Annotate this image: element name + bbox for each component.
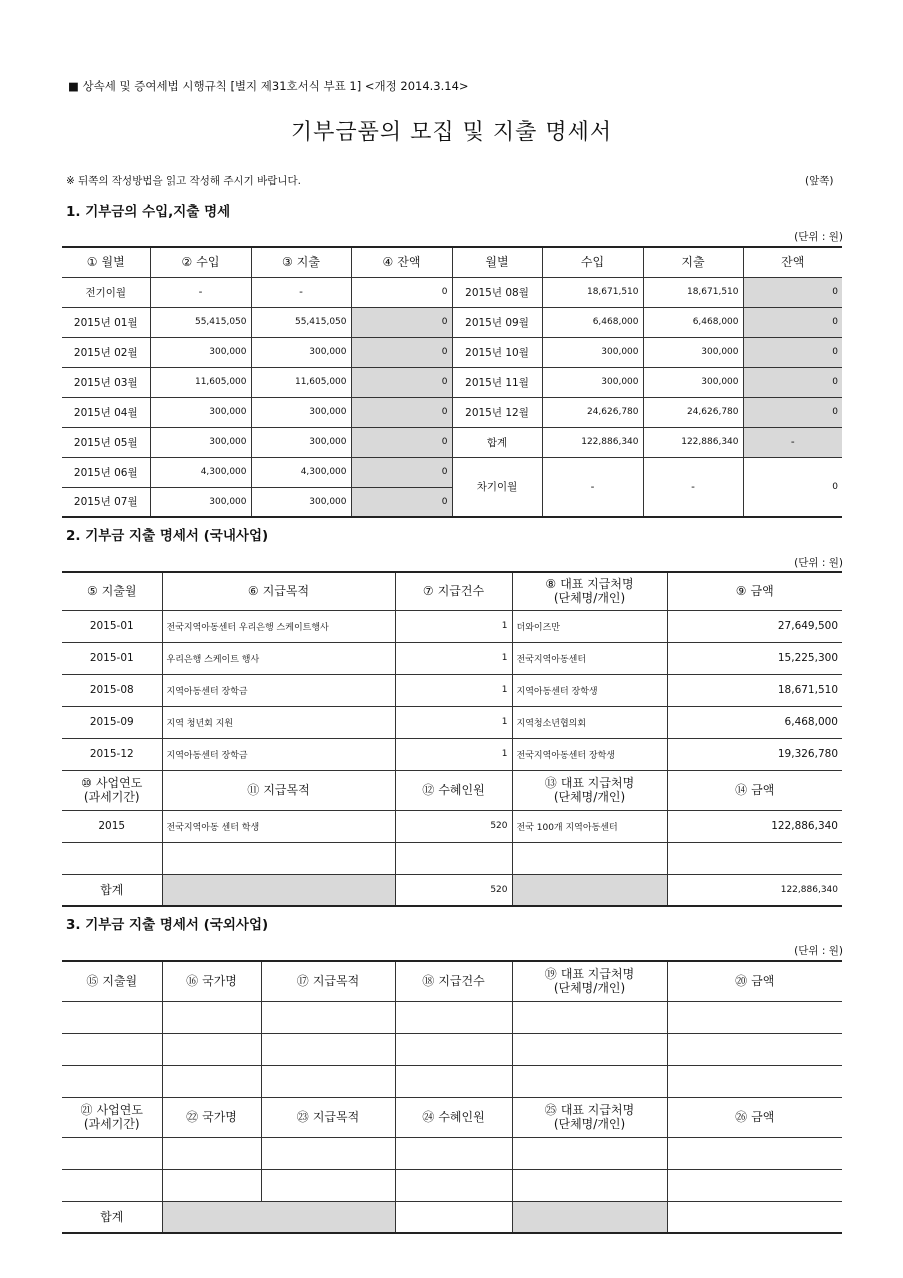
empty-cell xyxy=(162,874,395,906)
table-cell: 27,649,500 xyxy=(667,610,842,642)
table-row xyxy=(62,1169,842,1201)
item-number-icon: ㉖ xyxy=(735,1110,748,1124)
table-cell: 지역 청년회 지원 xyxy=(162,706,395,738)
empty-cell xyxy=(395,1065,512,1097)
table-row xyxy=(62,706,842,738)
column-header xyxy=(667,770,842,810)
column-header-label: 금액 xyxy=(751,1110,775,1124)
table-cell: 전국지역아동 센터 학생 xyxy=(162,810,395,842)
column-header xyxy=(162,1097,261,1137)
table-cell: 2015년 09월 xyxy=(452,307,542,337)
carry-over-cell: 0 xyxy=(743,457,842,517)
item-number-icon: ㉑ xyxy=(80,1103,93,1117)
column-header xyxy=(395,961,512,1001)
column-header-label: 지출 xyxy=(681,255,705,270)
empty-cell xyxy=(62,1169,162,1201)
column-header-label: 국가명 xyxy=(202,974,237,989)
table-cell: 300,000 xyxy=(643,337,743,367)
column-header xyxy=(62,770,162,810)
table-cell: 300,000 xyxy=(150,397,251,427)
empty-cell xyxy=(667,1065,842,1097)
column-header xyxy=(162,961,261,1001)
column-header xyxy=(667,1097,842,1137)
page-side-label: (앞쪽) xyxy=(805,175,834,187)
item-number-icon: ① xyxy=(86,255,98,270)
empty-cell xyxy=(512,1001,667,1033)
item-number-icon: ④ xyxy=(382,255,394,270)
table-cell: 2015년 11월 xyxy=(452,367,542,397)
income-expense-table xyxy=(62,246,842,518)
column-header xyxy=(351,247,452,277)
empty-cell xyxy=(261,1033,395,1065)
table-cell: 0 xyxy=(351,397,452,427)
table-cell: 전국지역아동센터 우리은행 스케이트행사 xyxy=(162,610,395,642)
table-cell: 1 xyxy=(395,674,512,706)
table-cell: 122,886,340 xyxy=(643,427,743,457)
carry-over-cell: - xyxy=(542,457,643,517)
table-cell: 2015년 06월 xyxy=(62,457,150,487)
item-number-icon: ② xyxy=(181,255,193,270)
table-cell: 2015-01 xyxy=(62,610,162,642)
column-header xyxy=(162,770,395,810)
empty-cell xyxy=(667,1201,842,1233)
column-header-sublabel: (단체명/개인) xyxy=(553,591,626,606)
column-header-label: 지급목적 xyxy=(262,584,310,599)
table-cell: 0 xyxy=(743,337,842,367)
table-cell: - xyxy=(743,427,842,457)
empty-cell xyxy=(261,1001,395,1033)
empty-cell xyxy=(512,874,667,906)
instruction-note: ※ 뒤쪽의 작성방법을 읽고 작성해 주시기 바랍니다. xyxy=(66,175,302,187)
table-cell: 2015-08 xyxy=(62,674,162,706)
item-number-icon: ⑤ xyxy=(86,584,98,599)
table-cell: 2015 xyxy=(62,810,162,842)
column-header xyxy=(62,961,162,1001)
empty-cell xyxy=(162,1201,395,1233)
section2-title: 2. 기부금 지출 명세서 (국내사업) xyxy=(66,528,269,544)
table-cell: 지역아동센터 장학생 xyxy=(512,674,667,706)
column-header xyxy=(512,1097,667,1137)
table-cell: 300,000 xyxy=(251,487,351,517)
table-cell: 24,626,780 xyxy=(542,397,643,427)
item-number-icon: ⑳ xyxy=(735,974,748,989)
table-cell: 24,626,780 xyxy=(643,397,743,427)
column-header xyxy=(667,961,842,1001)
table-cell: 2015년 10월 xyxy=(452,337,542,367)
item-number-icon: ⑨ xyxy=(735,584,747,599)
table-cell: 6,468,000 xyxy=(643,307,743,337)
column-header xyxy=(542,247,643,277)
table-cell: 300,000 xyxy=(542,337,643,367)
empty-cell xyxy=(667,1137,842,1169)
table-cell: 18,671,510 xyxy=(542,277,643,307)
column-header-label: 지급건수 xyxy=(438,974,485,989)
empty-cell xyxy=(162,1065,261,1097)
table-cell: 2015년 04월 xyxy=(62,397,150,427)
table-cell: 6,468,000 xyxy=(667,706,842,738)
table-cell: 55,415,050 xyxy=(251,307,351,337)
table-header-row xyxy=(62,961,842,1001)
table-row xyxy=(62,1001,842,1033)
item-number-icon: ⑭ xyxy=(735,783,748,797)
table-cell: 300,000 xyxy=(150,487,251,517)
form-reference-note: ■ 상속세 및 증여세법 시행규칙 [별지 제31호서식 부표 1] <개정 2014.3.14> xyxy=(68,79,469,93)
table-header-row xyxy=(62,770,842,810)
empty-cell xyxy=(395,1169,512,1201)
section1-title: 1. 기부금의 수입,지출 명세 xyxy=(66,204,231,220)
empty-cell xyxy=(395,1201,512,1233)
table-cell: 2015년 02월 xyxy=(62,337,150,367)
item-number-icon: ⑲ xyxy=(544,967,557,982)
column-header-label: 지급건수 xyxy=(437,584,485,599)
table-cell xyxy=(667,842,842,874)
table-cell: 11,605,000 xyxy=(150,367,251,397)
table-cell: 18,671,510 xyxy=(667,674,842,706)
table-cell: 2015년 03월 xyxy=(62,367,150,397)
table-row xyxy=(62,1137,842,1169)
item-number-icon: ⑪ xyxy=(247,783,260,797)
table-row xyxy=(62,610,842,642)
item-number-icon: ⑧ xyxy=(545,577,557,592)
section3-unit: (단위 : 원) xyxy=(794,945,843,957)
table-cell: - xyxy=(150,277,251,307)
table-cell: 15,225,300 xyxy=(667,642,842,674)
item-number-icon: ㉕ xyxy=(544,1103,557,1117)
empty-cell xyxy=(62,1137,162,1169)
column-header-label: 금액 xyxy=(751,974,775,989)
column-header xyxy=(261,961,395,1001)
total-amount: 122,886,340 xyxy=(667,874,842,906)
column-header-sublabel: (과세기간) xyxy=(83,1117,140,1131)
table-row xyxy=(62,810,842,842)
empty-cell xyxy=(395,1137,512,1169)
item-number-icon: ⑰ xyxy=(296,974,309,989)
column-header-label: 수입 xyxy=(196,255,220,270)
table-cell: 300,000 xyxy=(150,427,251,457)
column-header-sublabel: (단체명/개인) xyxy=(553,790,626,804)
table-cell: 122,886,340 xyxy=(542,427,643,457)
empty-cell xyxy=(261,1137,395,1169)
total-row xyxy=(62,874,842,906)
table-row xyxy=(62,738,842,770)
item-number-icon: ③ xyxy=(282,255,293,270)
table-row xyxy=(62,642,842,674)
table-row xyxy=(62,674,842,706)
column-header xyxy=(667,572,842,610)
column-header xyxy=(512,572,667,610)
column-header-sublabel: (단체명/개인) xyxy=(553,1117,626,1131)
table-cell: 2015-12 xyxy=(62,738,162,770)
table-cell: 2015년 07월 xyxy=(62,487,150,517)
overseas-expense-table xyxy=(62,960,842,1234)
domestic-expense-table xyxy=(62,571,842,907)
table-cell: - xyxy=(251,277,351,307)
column-header-label: 대표 지급처명 xyxy=(560,967,635,982)
column-header-label: 지급목적 xyxy=(312,974,360,989)
page-title: 기부금품의 모집 및 지출 명세서 xyxy=(290,120,613,145)
table-cell xyxy=(62,842,162,874)
table-cell: 지역아동센터 장학금 xyxy=(162,674,395,706)
table-cell: 2015년 12월 xyxy=(452,397,542,427)
column-header-label: 잔액 xyxy=(781,255,805,270)
table-cell: 더와이즈만 xyxy=(512,610,667,642)
empty-cell xyxy=(512,1065,667,1097)
empty-cell xyxy=(395,1033,512,1065)
empty-cell xyxy=(512,1137,667,1169)
column-header xyxy=(162,572,395,610)
table-cell: 300,000 xyxy=(542,367,643,397)
column-header-label: 금액 xyxy=(751,783,775,797)
empty-cell xyxy=(162,1169,261,1201)
column-header-label: 지급목적 xyxy=(263,783,310,797)
table-row xyxy=(62,367,842,397)
column-header xyxy=(62,247,150,277)
column-header xyxy=(261,1097,395,1137)
table-cell xyxy=(512,842,667,874)
table-cell: 0 xyxy=(743,307,842,337)
column-header-sublabel: (단체명/개인) xyxy=(553,981,626,996)
table-cell: 300,000 xyxy=(150,337,251,367)
column-header-label: 금액 xyxy=(750,584,774,599)
empty-cell xyxy=(261,1065,395,1097)
column-header xyxy=(512,961,667,1001)
table-row xyxy=(62,277,842,307)
column-header xyxy=(150,247,251,277)
table-row xyxy=(62,397,842,427)
table-cell: 1 xyxy=(395,642,512,674)
table-cell: 1 xyxy=(395,610,512,642)
table-cell: 0 xyxy=(351,277,452,307)
column-header xyxy=(62,572,162,610)
table-cell: 1 xyxy=(395,738,512,770)
empty-cell xyxy=(162,1001,261,1033)
item-number-icon: ㉔ xyxy=(422,1110,435,1124)
item-number-icon: ㉒ xyxy=(186,1110,199,1124)
total-label: 합계 xyxy=(62,874,162,906)
empty-cell xyxy=(62,1033,162,1065)
table-cell: 300,000 xyxy=(251,397,351,427)
table-cell: 300,000 xyxy=(643,367,743,397)
table-cell: 0 xyxy=(351,337,452,367)
table-cell xyxy=(162,842,395,874)
column-header-label: 수혜인원 xyxy=(438,1110,485,1124)
item-number-icon: ㉓ xyxy=(296,1110,309,1124)
empty-cell xyxy=(512,1169,667,1201)
empty-cell xyxy=(512,1033,667,1065)
item-number-icon: ⑥ xyxy=(247,584,259,599)
table-cell: 0 xyxy=(743,397,842,427)
table-cell: 2015년 05월 xyxy=(62,427,150,457)
table-row xyxy=(62,337,842,367)
table-cell: 0 xyxy=(743,277,842,307)
table-cell: 지역아동센터 장학금 xyxy=(162,738,395,770)
column-header xyxy=(251,247,351,277)
column-header-label: 수입 xyxy=(580,255,605,270)
column-header-label: 국가명 xyxy=(202,1110,237,1124)
section2-unit: (단위 : 원) xyxy=(794,557,843,569)
table-cell: 전국지역아동센터 xyxy=(512,642,667,674)
table-row xyxy=(62,1065,842,1097)
section1-unit: (단위 : 원) xyxy=(794,231,843,243)
table-cell: 2015-01 xyxy=(62,642,162,674)
column-header-label: 사업연도 xyxy=(96,1103,143,1117)
column-header-label: 지급목적 xyxy=(312,1110,360,1124)
table-cell: 2015년 08월 xyxy=(452,277,542,307)
table-cell: 300,000 xyxy=(251,427,351,457)
column-header-label: 지출월 xyxy=(102,974,138,989)
table-cell: 6,468,000 xyxy=(542,307,643,337)
table-cell: 4,300,000 xyxy=(150,457,251,487)
item-number-icon: ⑯ xyxy=(186,974,199,989)
item-number-icon: ⑦ xyxy=(422,584,434,599)
empty-cell xyxy=(261,1169,395,1201)
empty-cell xyxy=(62,1065,162,1097)
column-header xyxy=(452,247,542,277)
empty-cell xyxy=(162,1033,261,1065)
column-header xyxy=(62,1097,162,1137)
table-cell: 0 xyxy=(351,427,452,457)
table-cell: 55,415,050 xyxy=(150,307,251,337)
column-header xyxy=(743,247,842,277)
empty-cell xyxy=(162,1137,261,1169)
column-header-label: 지출월 xyxy=(101,584,137,599)
table-cell xyxy=(395,842,512,874)
column-header xyxy=(395,770,512,810)
table-cell: 2015-09 xyxy=(62,706,162,738)
table-cell: 전국 100개 지역아동센터 xyxy=(512,810,667,842)
table-header-row xyxy=(62,572,842,610)
column-header xyxy=(395,572,512,610)
table-cell: 0 xyxy=(743,367,842,397)
item-number-icon: ⑫ xyxy=(422,783,435,797)
section3-title: 3. 기부금 지출 명세서 (국외사업) xyxy=(66,917,269,933)
table-cell: 전기이월 xyxy=(62,277,150,307)
carry-over-cell: 차기이월 xyxy=(452,457,542,517)
item-number-icon: ⑩ xyxy=(81,776,92,790)
table-cell: 전국지역아동센터 장학생 xyxy=(512,738,667,770)
carry-over-cell: - xyxy=(643,457,743,517)
column-header-label: 사업연도 xyxy=(95,776,143,790)
total-row xyxy=(62,1201,842,1233)
column-header-label: 지출 xyxy=(296,255,320,270)
column-header-sublabel: (과세기간) xyxy=(83,790,140,804)
item-number-icon: ⑱ xyxy=(422,974,435,989)
table-cell: 11,605,000 xyxy=(251,367,351,397)
table-cell: 0 xyxy=(351,487,452,517)
table-cell: 122,886,340 xyxy=(667,810,842,842)
column-header-label: 대표 지급처명 xyxy=(560,776,635,790)
column-header-label: 월별 xyxy=(485,255,509,270)
table-row xyxy=(62,842,842,874)
table-header-row xyxy=(62,1097,842,1137)
table-cell: 300,000 xyxy=(251,337,351,367)
table-row xyxy=(62,427,842,457)
table-cell: 지역청소년협의회 xyxy=(512,706,667,738)
table-cell: 520 xyxy=(395,810,512,842)
table-cell: 18,671,510 xyxy=(643,277,743,307)
column-header xyxy=(395,1097,512,1137)
total-count: 520 xyxy=(395,874,512,906)
table-row xyxy=(62,307,842,337)
empty-cell xyxy=(512,1201,667,1233)
table-cell: 우리은행 스케이트 행사 xyxy=(162,642,395,674)
total-label: 합계 xyxy=(62,1201,162,1233)
table-cell: 0 xyxy=(351,307,452,337)
table-header-row xyxy=(62,247,842,277)
empty-cell xyxy=(395,1001,512,1033)
table-row xyxy=(62,457,842,487)
column-header xyxy=(643,247,743,277)
column-header-label: 대표 지급처명 xyxy=(560,577,634,592)
table-cell: 1 xyxy=(395,706,512,738)
table-cell: 19,326,780 xyxy=(667,738,842,770)
empty-cell xyxy=(62,1001,162,1033)
column-header-label: 잔액 xyxy=(397,255,421,270)
item-number-icon: ⑮ xyxy=(86,974,99,989)
empty-cell xyxy=(667,1169,842,1201)
column-header xyxy=(512,770,667,810)
table-cell: 4,300,000 xyxy=(251,457,351,487)
column-header-label: 월별 xyxy=(101,255,125,270)
table-cell: 합계 xyxy=(452,427,542,457)
table-row xyxy=(62,1033,842,1065)
table-cell: 0 xyxy=(351,457,452,487)
table-cell: 0 xyxy=(351,367,452,397)
column-header-label: 수혜인원 xyxy=(438,783,485,797)
empty-cell xyxy=(667,1001,842,1033)
column-header-label: 대표 지급처명 xyxy=(560,1103,635,1117)
item-number-icon: ⑬ xyxy=(544,776,557,790)
table-cell: 2015년 01월 xyxy=(62,307,150,337)
empty-cell xyxy=(667,1033,842,1065)
